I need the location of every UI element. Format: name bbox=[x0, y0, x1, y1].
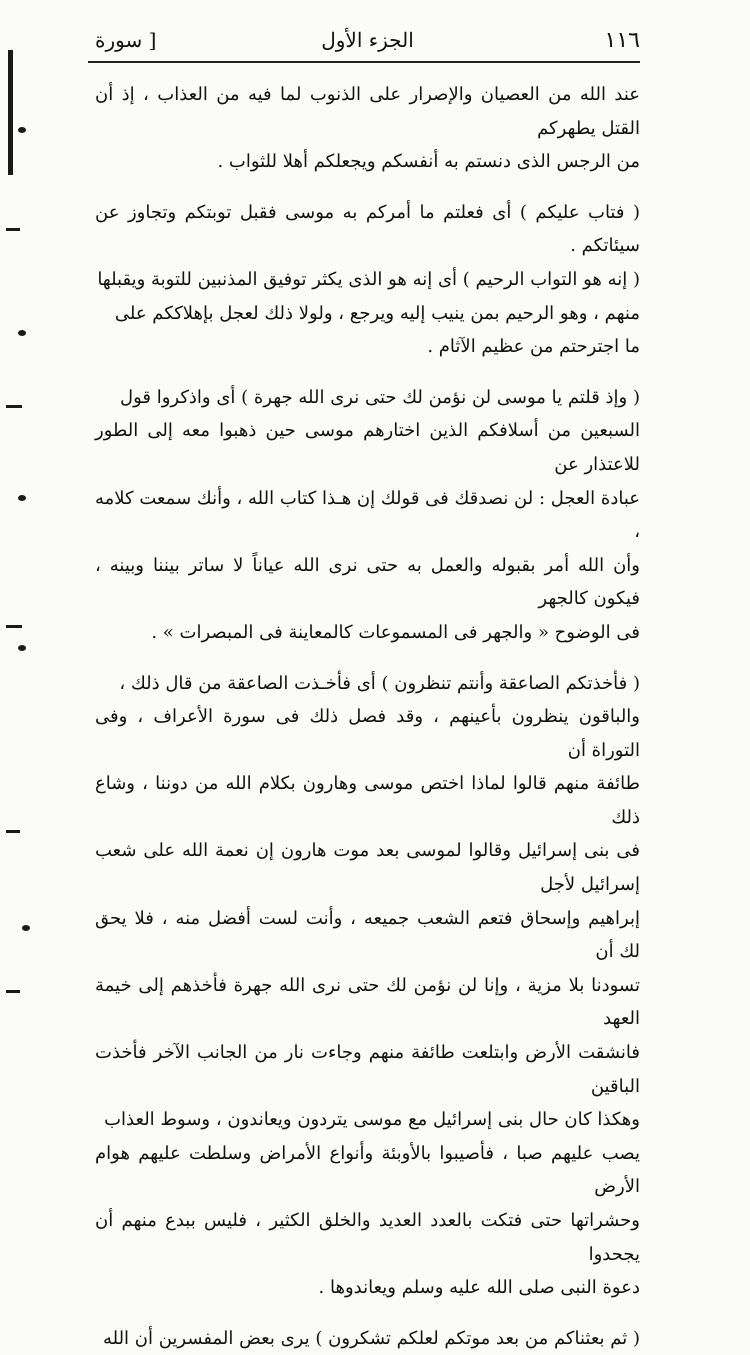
text-line: فى بنى إسرائيل وقالوا لموسى بعد موت هارون إن نعمة الله على شعب إسرائيل لأجل bbox=[95, 840, 640, 896]
text-line: إبراهيم وإسحاق فتعم الشعب جميعه ، وأنت لست أفضل منه ، فلا يحق لك أن bbox=[95, 907, 640, 963]
text-line: عبادة العجل : لن نصدقك فى قولك إن هـذا كتاب الله ، وأنك سمعت كلامه ، bbox=[95, 487, 640, 543]
scan-edge-dot bbox=[18, 330, 26, 336]
paragraph bbox=[95, 78, 640, 179]
surah-label: [ سورة bbox=[95, 28, 157, 52]
scan-edge-dot bbox=[18, 495, 26, 501]
text-line: ( فتاب عليكم ) أى فعلتم ما أمركم به موسى فقبل توبتكم وتجاوز عن سيئاتكم . bbox=[95, 201, 640, 257]
text-line: تسودنا بلا مزية ، وإنا لن نؤمن لك حتى نرى الله جهرة فأخذهم إلى خيمة العهد bbox=[95, 974, 640, 1030]
paragraph bbox=[95, 1322, 640, 1355]
scan-edge-dot bbox=[18, 645, 26, 651]
text-line: ( ثم بعثناكم من بعد موتكم لعلكم تشكرون ) يرى بعض المفسرين أن الله bbox=[102, 1327, 640, 1349]
text-line: ( وإذ قلتم يا موسى لن نؤمن لك حتى نرى الله جهرة ) أى واذكروا قول bbox=[119, 386, 640, 408]
paragraph bbox=[95, 667, 640, 1104]
scan-edge-mark bbox=[6, 625, 22, 628]
scan-edge-dot bbox=[18, 127, 26, 133]
text-line: فى الوضوح « والجهر فى المسموعات كالمعاينة فى المبصرات » . bbox=[151, 621, 640, 643]
running-title: الجزء الأول bbox=[321, 28, 414, 52]
text-line: يصب عليهم صبا ، فأصيبوا بالأوبئة وأنواع الأمراض وسلطت عليهم هوام الأرض bbox=[95, 1142, 640, 1198]
text-line: السبعين من أسلافكم الذين اختارهم موسى حين ذهبوا معه إلى الطور للاعتذار عن bbox=[95, 420, 640, 475]
text-line: طائفة منهم قالوا لماذا اختص موسى وهارون بكلام الله من دوننا ، وشاع ذلك bbox=[95, 773, 640, 828]
text-line: وهكذا كان حال بنى إسرائيل مع موسى يتردون ويعاندون ، وسوط العذاب bbox=[104, 1109, 640, 1131]
paragraph bbox=[95, 196, 640, 263]
scan-edge-mark bbox=[6, 990, 20, 993]
scan-edge-mark bbox=[6, 228, 20, 231]
scan-edge-bar bbox=[8, 50, 13, 175]
text-line: ( فأخذتكم الصاعقة وأنتم تنظرون ) أى فأخـذت الصاعقة من قال ذلك ، bbox=[119, 672, 640, 694]
text-line: منهم ، وهو الرحيم بمن ينيب إليه ويرجع ، ولولا ذلك لعجل بإهلاككم على bbox=[114, 302, 640, 324]
page-number: ١١٦ bbox=[604, 28, 640, 53]
scan-edge-dot bbox=[22, 925, 30, 931]
scan-edge-mark bbox=[6, 405, 22, 408]
scan-edge-mark bbox=[6, 830, 20, 833]
text-line: فانشقت الأرض وابتلعت طائفة منهم وجاءت نار من الجانب الآخر فأخذت الباقين bbox=[95, 1042, 640, 1097]
text-line: من الرجس الذى دنستم به أنفسكم ويجعلكم أهلا للثواب . bbox=[217, 151, 640, 173]
text-line: وأن الله أمر بقبوله والعمل به حتى نرى الله عياناً لا ساتر بيننا وبينه ، فيكون كالجهر bbox=[95, 554, 640, 610]
text-line: عند الله من العصيان والإصرار على الذنوب لما فيه من العذاب ، إذ أن القتل يطهركم bbox=[95, 84, 640, 139]
paragraph bbox=[95, 381, 640, 650]
text-line: وحشراتها حتى فتكت بالعدد العديد والخلق الكثير ، فليس ببدع منهم أن يجحدوا bbox=[95, 1210, 640, 1265]
text-line: ما اجترحتم من عظيم الآثام . bbox=[427, 336, 640, 358]
header-rule bbox=[88, 61, 640, 63]
page-body bbox=[95, 78, 640, 1355]
paragraph bbox=[95, 263, 640, 364]
text-line: والباقون ينظرون بأعينهم ، وقد فصل ذلك فى سورة الأعراف ، وفى التوراة أن bbox=[95, 706, 640, 761]
text-line: دعوة النبى صلى الله عليه وسلم ويعاندوها . bbox=[318, 1277, 640, 1299]
text-line: ( إنه هو التواب الرحيم ) أى إنه هو الذى يكثر توفيق المذنبين للتوبة ويقبلها bbox=[97, 268, 640, 290]
paragraph bbox=[95, 1103, 640, 1305]
